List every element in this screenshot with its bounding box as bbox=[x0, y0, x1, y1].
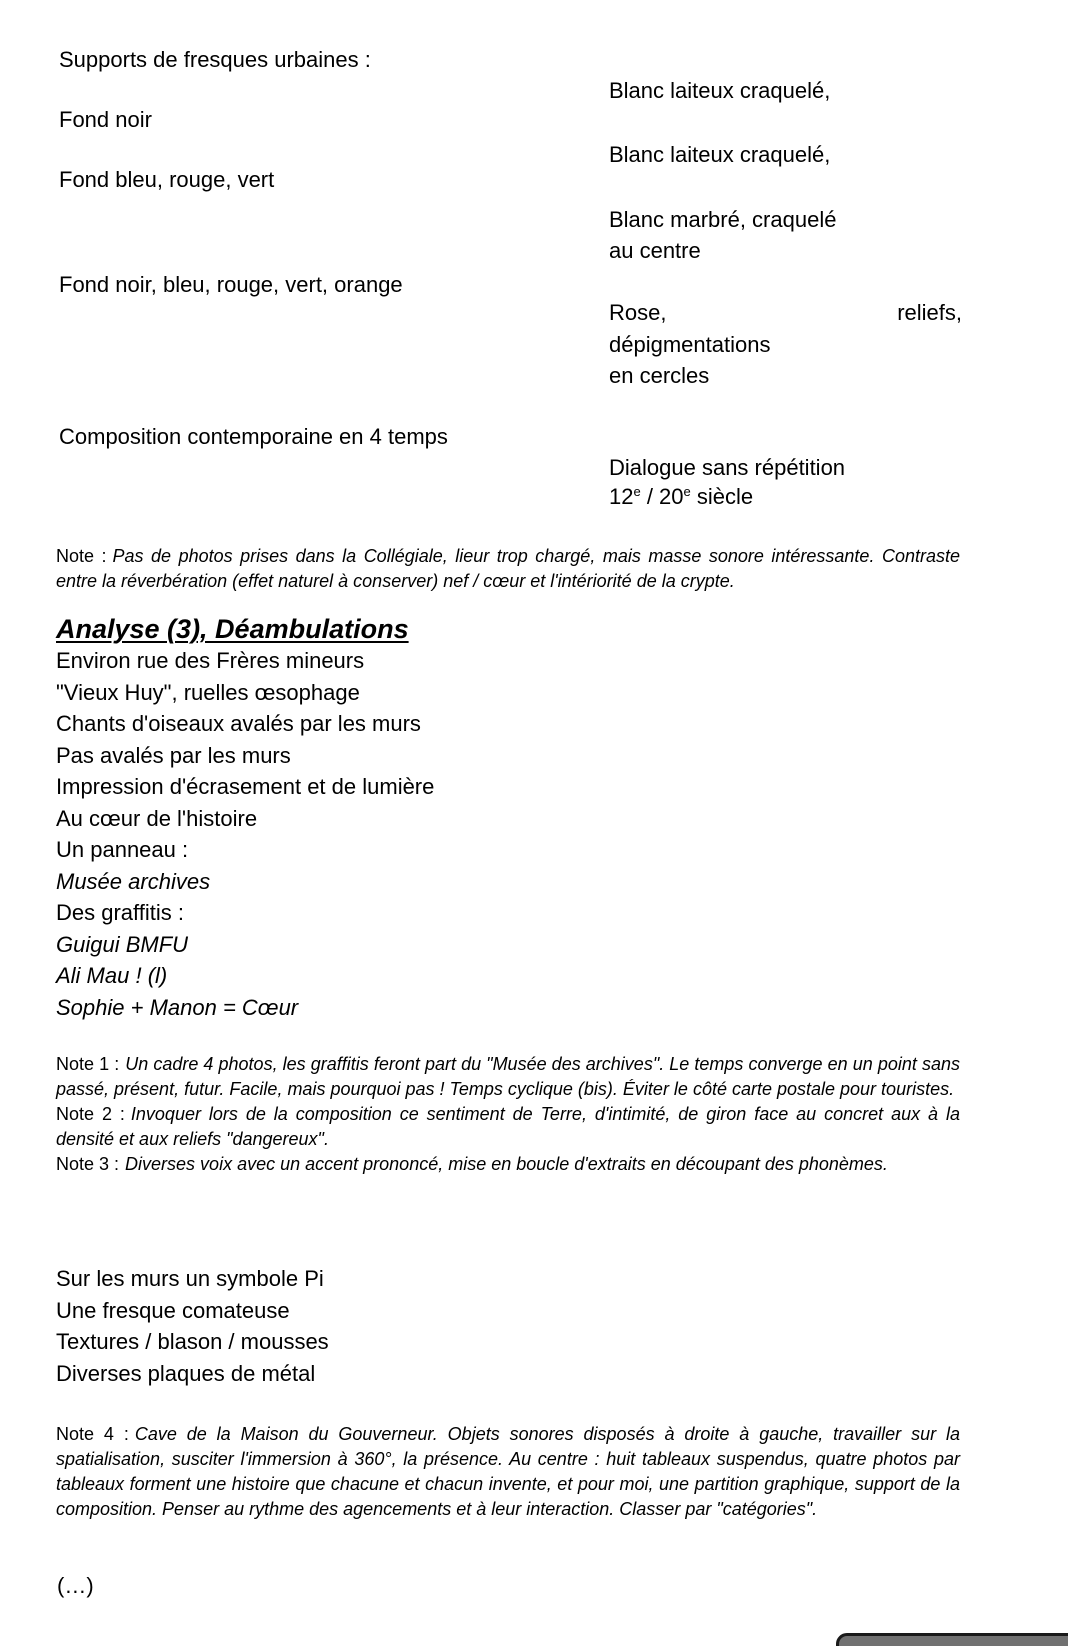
note-paragraph-top bbox=[56, 544, 960, 594]
list-line-italic: Musée archives bbox=[56, 868, 211, 894]
list-line: Chants d'oiseaux avalés par les murs bbox=[56, 711, 421, 736]
note-body: Invoquer lors de la composition ce sentiment de Terre, d'intimité, de giron face au concret aux à la densité et aux reliefs "dangereux". bbox=[56, 1104, 960, 1149]
analysis-heading: Analyse (3), Déambulations bbox=[56, 614, 409, 644]
list-line: Au cœur de l'histoire bbox=[56, 805, 258, 831]
text-line: dépigmentations bbox=[609, 331, 771, 357]
text-line: en cercles bbox=[609, 363, 710, 388]
note-prefix: Note 3 : bbox=[56, 1154, 120, 1174]
walls-list bbox=[56, 1263, 329, 1389]
ellipsis-indicator: (…) bbox=[57, 1573, 94, 1598]
text-line: Dialogue sans répétition bbox=[609, 455, 846, 480]
list-line-italic: Ali Mau ! (l) bbox=[56, 963, 168, 988]
note-prefix: Note 2 : bbox=[56, 1104, 125, 1124]
text-span: siècle bbox=[690, 484, 754, 509]
note-body: Un cadre 4 photos, les graffitis feront part du "Musée des archives". Le temps converge en un point sans passé, présent, futur. Facile, mais pourquoi pas ! Temps cyclique (bis). Éviter le côté carte postale pour touristes. bbox=[56, 1054, 960, 1099]
composition-line: Composition contemporaine en 4 temps bbox=[59, 424, 448, 449]
note-prefix: Note : bbox=[56, 546, 107, 566]
cutoff-dark-button[interactable] bbox=[836, 1633, 1068, 1646]
blanc-marbre-block bbox=[609, 204, 962, 266]
note-paragraph-4 bbox=[56, 1422, 960, 1522]
analysis-list bbox=[56, 645, 434, 1023]
list-line: Pas avalés par les murs bbox=[56, 742, 291, 768]
fond-noir-line: Fond noir bbox=[59, 107, 152, 132]
fond-noir-bleu-rouge-vert-orange-line: Fond noir, bleu, rouge, vert, orange bbox=[59, 272, 403, 297]
superscript-e: e bbox=[633, 484, 641, 499]
list-line-italic: Sophie + Manon = Cœur bbox=[56, 994, 299, 1020]
text-line: au centre bbox=[609, 238, 701, 263]
dialogue-block bbox=[609, 453, 962, 514]
blanc-laiteux-line-1: Blanc laiteux craquelé, bbox=[609, 78, 831, 103]
list-line: Environ rue des Frères mineurs bbox=[56, 648, 365, 673]
list-line: Sur les murs un symbole Pi bbox=[56, 1266, 324, 1291]
note-body: Diverses voix avec un accent prononcé, mise en boucle d'extraits en découpant des phonèmes. bbox=[125, 1154, 888, 1174]
note-body: Pas de photos prises dans la Collégiale, lieur trop chargé, mais masse sonore intéressante. Contraste entre la réverbération (effet naturel à conserver) nef / cœur et l'intériorité de la crypte. bbox=[56, 546, 960, 591]
rose-reliefs-block bbox=[609, 297, 962, 392]
note-body: Cave de la Maison du Gouverneur. Objets sonores disposés à droite à gauche, travailler sur la spatialisation, susciter l'immersion à 360°, la présence. Au centre : huit tableaux suspendus, quatre photos par tableaux forment une histoire que chacune et chacun invente, et pour moi, une partition graphique, support de la composition. Penser au rythme des agencements et à leur interaction. Classer par "catégories". bbox=[56, 1424, 960, 1519]
list-line: Impression d'écrasement et de lumière bbox=[56, 774, 435, 799]
note-prefix: Note 4 : bbox=[56, 1424, 129, 1444]
list-line: Un panneau : bbox=[56, 837, 189, 862]
notes-group bbox=[56, 1052, 960, 1177]
fond-bleu-rouge-vert-line: Fond bleu, rouge, vert bbox=[59, 167, 275, 192]
justified-text-line bbox=[609, 297, 962, 329]
note-paragraph-1 bbox=[56, 1052, 960, 1102]
note-prefix: Note 1 : bbox=[56, 1054, 120, 1074]
list-line: "Vieux Huy", ruelles œsophage bbox=[56, 679, 360, 705]
note-paragraph-3 bbox=[56, 1152, 960, 1177]
text-span: / 20 bbox=[640, 484, 684, 509]
supports-heading-line: Supports de fresques urbaines : bbox=[59, 47, 371, 72]
century-line bbox=[609, 482, 962, 514]
list-line: Textures / blason / mousses bbox=[56, 1329, 329, 1354]
list-line-italic: Guigui BMFU bbox=[56, 931, 189, 957]
text-span: Rose, bbox=[609, 300, 667, 325]
list-line: Une fresque comateuse bbox=[56, 1297, 290, 1323]
text-span: 12 bbox=[609, 484, 634, 509]
list-line: Diverses plaques de métal bbox=[56, 1360, 316, 1386]
list-line: Des graffitis : bbox=[56, 900, 184, 925]
superscript-e: e bbox=[683, 484, 691, 499]
text-span: reliefs, bbox=[897, 300, 962, 325]
note-paragraph-2 bbox=[56, 1102, 960, 1152]
text-line: Blanc marbré, craquelé bbox=[609, 207, 837, 232]
blanc-laiteux-line-2: Blanc laiteux craquelé, bbox=[609, 142, 831, 167]
